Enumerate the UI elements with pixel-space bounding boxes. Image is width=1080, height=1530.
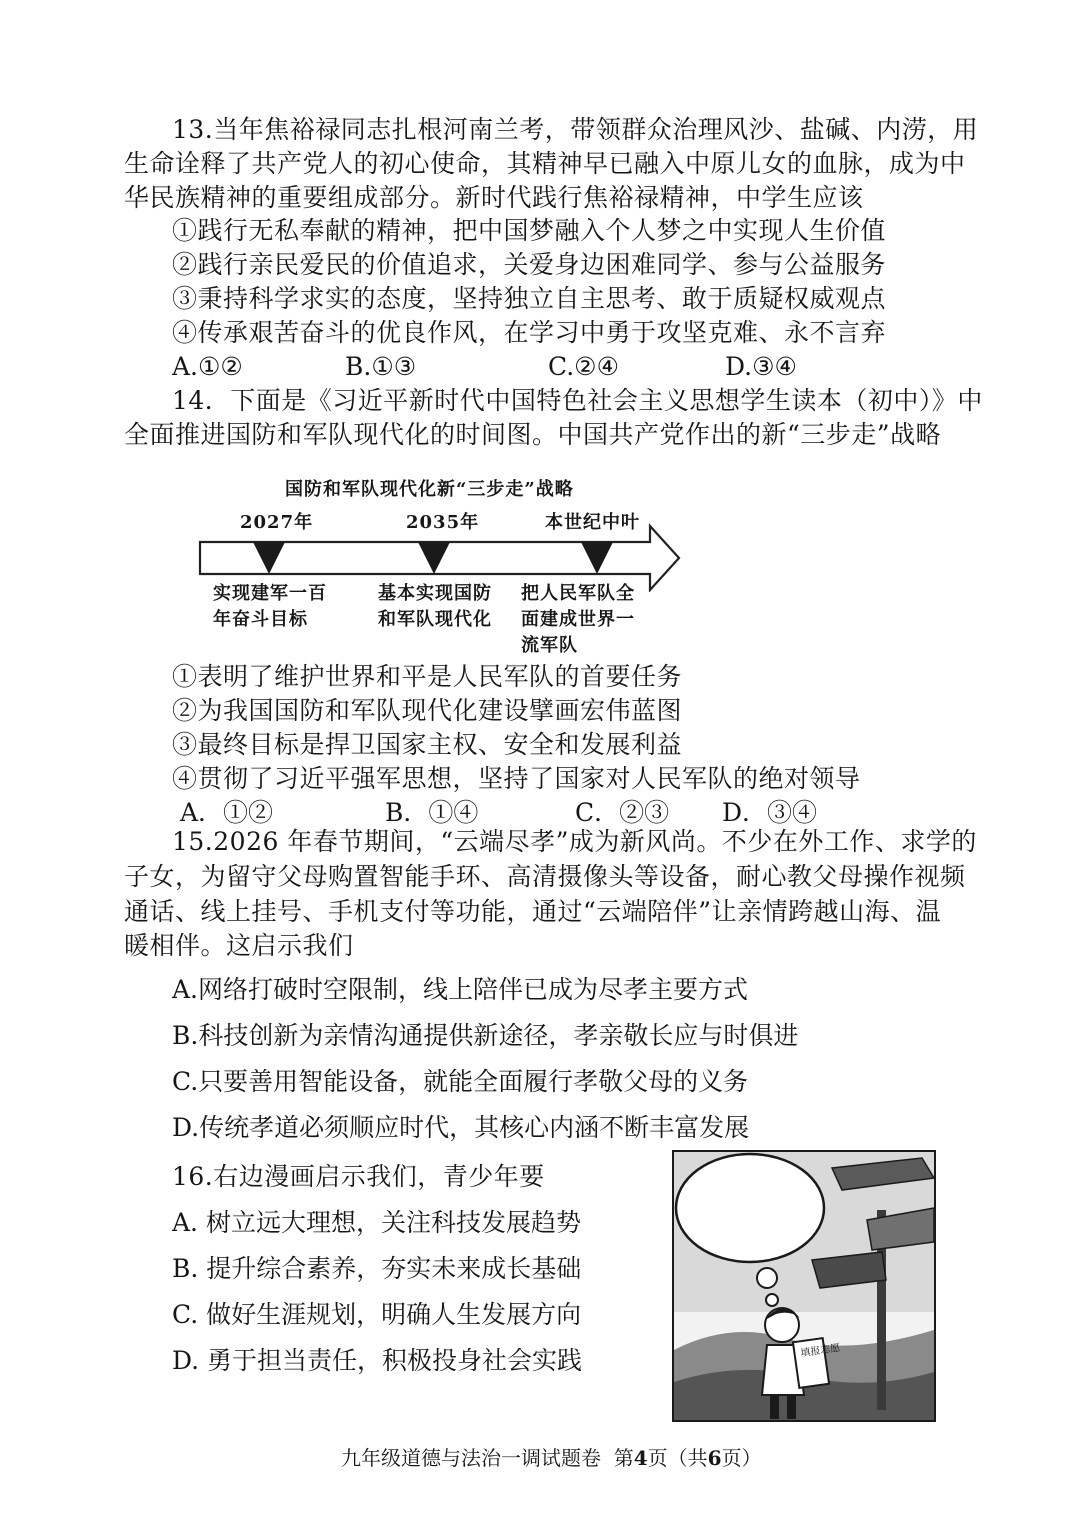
q13-stem-line-3: 华民族精神的重要组成部分。新时代践行焦裕禄精神，中学生应该 <box>124 183 864 212</box>
q16-stem: 16.右边漫画启示我们，青少年要 <box>172 1162 545 1191</box>
q16-option-b: B. 提升综合素养，夯实未来成长基础 <box>172 1254 582 1283</box>
q16-option-a: A. 树立远大理想，关注科技发展趋势 <box>172 1208 581 1237</box>
q14-statement-2: ②为我国国防和军队现代化建设擘画宏伟蓝图 <box>172 696 683 725</box>
q13-statement-1: ①践行无私奉献的精神，把中国梦融入个人梦之中实现人生价值 <box>172 216 887 245</box>
timeline-goal-2-line-2: 和军队现代化 <box>378 609 492 630</box>
q13-option-b: B.①③ <box>345 352 417 381</box>
q14-statement-4: ④贯彻了习近平强军思想，坚持了国家对人民军队的绝对领导 <box>172 764 861 793</box>
q13-stem-line-2: 生命诠释了共产党人的初心使命，其精神早已融入中原儿女的血脉，成为中 <box>124 149 966 178</box>
footer-page-suffix: 页） <box>721 1446 762 1470</box>
q15-stem-line-2: 子女，为留守父母购置智能手环、高清摄像头等设备，耐心教父母操作视频 <box>124 862 966 891</box>
footer-title: 九年级道德与法治一调试题卷 <box>341 1446 601 1470</box>
q16-option-c: C. 做好生涯规划，明确人生发展方向 <box>172 1300 582 1329</box>
q15-option-c: C.只要善用智能设备，就能全面履行孝敬父母的义务 <box>172 1067 749 1096</box>
q13-stem-line-1: 13.当年焦裕禄同志扎根河南兰考，带领群众治理风沙、盐碱、内涝，用 <box>172 115 979 144</box>
thought-bubble <box>676 1154 824 1262</box>
q15-option-a: A.网络打破时空限制，线上陪伴已成为尽孝主要方式 <box>172 975 749 1004</box>
q14-option-a: A．①② <box>180 798 274 827</box>
q15-option-b: B.科技创新为亲情沟通提供新途径，孝亲敬长应与时俱进 <box>172 1021 799 1050</box>
q14-statement-1: ①表明了维护世界和平是人民军队的首要任务 <box>172 662 683 691</box>
timeline-goal-3-line-2: 面建成世界一 <box>521 609 635 630</box>
q14-stem-line-1: 14．下面是《习近平新时代中国特色社会主义思想学生读本（初中）》中 <box>172 386 983 415</box>
timeline-goal-1-line-2: 年奋斗目标 <box>213 609 308 630</box>
q13-option-c: C.②④ <box>548 352 620 381</box>
timeline-goal-3-line-3: 流军队 <box>521 635 578 656</box>
timeline-year-midcentury: 本世纪中叶 <box>545 512 640 533</box>
q14-option-b: B．①④ <box>385 798 479 827</box>
footer-page-mid: 页（共 <box>647 1446 708 1470</box>
q13-option-a: A.①② <box>172 352 243 381</box>
q15-option-d: D.传统孝道必须顺应时代，其核心内涵不断丰富发展 <box>172 1113 750 1142</box>
q13-statement-3: ③秉持科学求实的态度，坚持独立自主思考、敢于质疑权威观点 <box>172 284 887 313</box>
q14-option-c: C．②③ <box>575 798 670 827</box>
comic-illustration <box>672 1150 936 1422</box>
footer-page-prefix: 第 <box>613 1446 634 1470</box>
q15-stem-line-3: 通话、线上挂号、手机支付等功能，通过“云端陪伴”让亲情跨越山海、温 <box>124 897 942 926</box>
footer-page-current: 4 <box>633 1446 648 1470</box>
footer-page-total: 6 <box>707 1446 722 1470</box>
q14-option-d: D．③④ <box>722 798 818 827</box>
q14-statement-3: ③最终目标是捍卫国家主权、安全和发展利益 <box>172 730 683 759</box>
timeline-title: 国防和军队现代化新“三步走”战略 <box>285 479 574 500</box>
q13-statement-2: ②践行亲民爱民的价值追求，关爱身边困难同学、参与公益服务 <box>172 250 887 279</box>
q14-stem-line-2: 全面推进国防和军队现代化的时间图。中国共产党作出的新“三步走”战略 <box>124 420 942 449</box>
timeline-goal-1-line-1: 实现建军一百 <box>213 583 327 604</box>
timeline-goal-2-line-1: 基本实现国防 <box>378 583 492 604</box>
q15-stem-line-1: 15.2026 年春节期间，“云端尽孝”成为新风尚。不少在外工作、求学的 <box>172 827 977 856</box>
q16-option-d: D. 勇于担当责任，积极投身社会实践 <box>172 1346 583 1375</box>
q15-stem-line-4: 暖相伴。这启示我们 <box>124 931 354 960</box>
page-footer <box>341 1444 762 1472</box>
timeline-goal-3-line-1: 把人民军队全 <box>521 583 635 604</box>
q13-option-d: D.③④ <box>725 352 797 381</box>
timeline-year-2027: 2027年 <box>240 512 314 533</box>
timeline-year-2035: 2035年 <box>406 512 480 533</box>
q13-statement-4: ④传承艰苦奋斗的优良作风，在学习中勇于攻坚克难、永不言弃 <box>172 318 887 347</box>
form-text: 填报志愿 <box>799 1342 842 1360</box>
